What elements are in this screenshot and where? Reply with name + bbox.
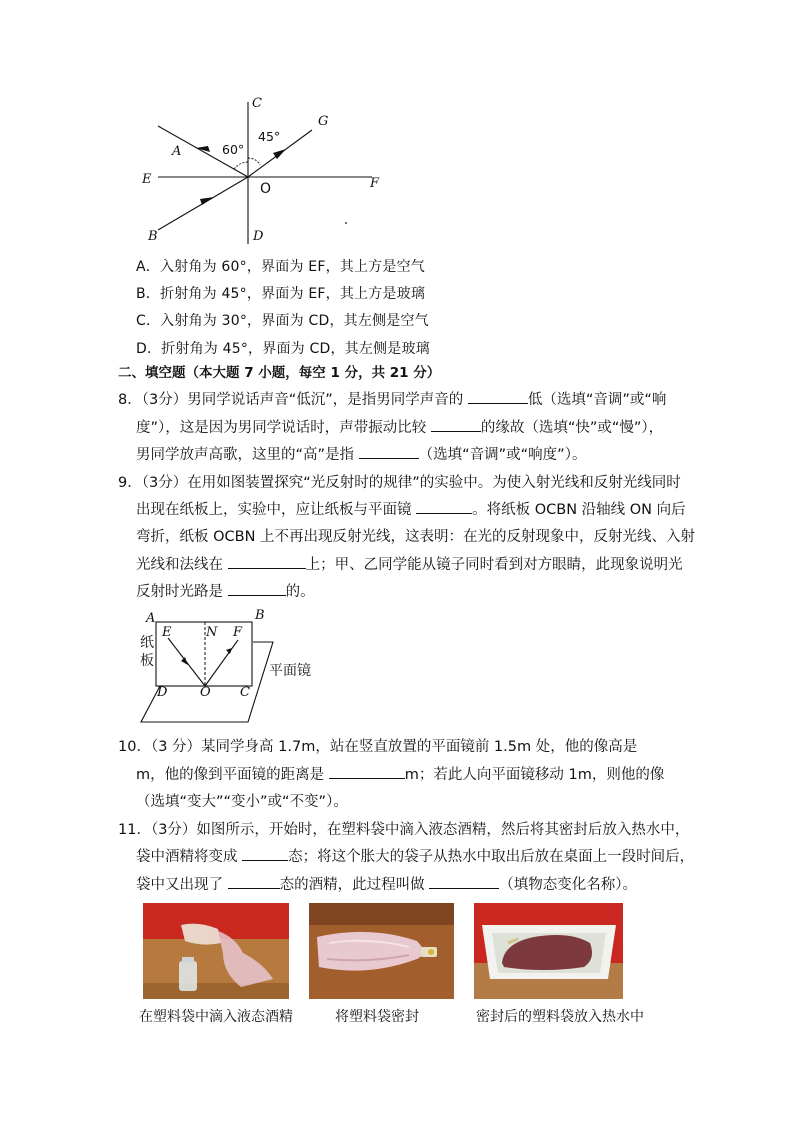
q11-text-3c: （填物态变化名称）。 [499, 877, 637, 893]
q9-text-4a: 光线和法线在 [136, 557, 223, 573]
q10-blank-1[interactable] [329, 764, 405, 779]
caption-2: 将塑料袋密封 [335, 1009, 419, 1025]
label-C: C [252, 96, 262, 111]
apparatus-label-C: C [240, 685, 250, 700]
q11-line-1: 11．（3分）如图所示，开始时，在塑料袋中滴入液态酒精，然后将其密封后放入热水中， [118, 822, 690, 838]
photo-sealing-bag [309, 903, 454, 999]
q11-blank-2[interactable] [228, 874, 280, 889]
angle-45-label: 45° [258, 129, 281, 144]
q9-blank-1[interactable] [416, 499, 472, 514]
q8-text-3b: （选填“音调”或“响度”）。 [418, 447, 587, 463]
q8-blank-2[interactable] [431, 417, 481, 432]
q9-blank-3[interactable] [228, 581, 286, 596]
q11-line-2 [136, 843, 696, 871]
apparatus-label-O: O [200, 685, 211, 700]
q9-text-2a: 出现在纸板上，实验中，应让纸板与平面镜 [136, 502, 412, 518]
q9-line-4 [136, 551, 696, 579]
angle-60-label: 60° [222, 142, 245, 157]
q8-text-1a: 8．（3分）男同学说话声音“低沉”，是指男同学声音的 [118, 392, 464, 408]
option-c: C．入射角为 30°，界面为 CD，其左侧是空气 [136, 313, 429, 329]
caption-3: 密封后的塑料袋放入热水中 [476, 1009, 644, 1025]
q11-text-3a: 袋中又出现了 [136, 877, 223, 893]
apparatus-label-A: A [146, 611, 156, 626]
q10-line-3: （选填“变大”“变小”或“不变”）。 [136, 794, 348, 810]
label-A: A [172, 144, 182, 159]
option-a: A．入射角为 60°，界面为 EF，其上方是空气 [136, 259, 425, 275]
q9-text-5b: 的。 [285, 584, 315, 600]
q11-text-2b: 态；将这个胀大的袋子从热水中取出后放在桌面上一段时间后， [288, 849, 695, 865]
q11-line-3 [136, 871, 696, 899]
q10-line-2 [136, 761, 696, 789]
q8-text-2a: 度”），这是因为男同学说话时，声带振动比较 [136, 420, 427, 436]
label-F: F [370, 176, 380, 191]
q9-text-2b: 。将纸板 OCBN 沿轴线 ON 向后 [472, 502, 686, 518]
q8-line-2 [136, 414, 696, 442]
label-E: E [142, 172, 152, 187]
label-B: B [148, 229, 158, 244]
q8-line-3 [136, 441, 696, 469]
q9-line-1: 9．（3分）在用如图装置探究“光反射时的规律”的实验中。为使入射光线和反射光线同时 [118, 475, 681, 491]
apparatus-label-N: N [206, 625, 218, 640]
apparatus-label-mirror: 平面镜 [269, 663, 311, 679]
q10-text-2b: m；若此人向平面镜移动 1m，则他的像 [404, 767, 665, 783]
apparatus-label-B: B [255, 608, 265, 623]
option-d: D．折射角为 45°，界面为 CD，其左侧是玻璃 [136, 341, 430, 357]
option-b: B．折射角为 45°，界面为 EF，其上方是玻璃 [136, 286, 426, 302]
refraction-diagram [140, 92, 390, 252]
q11-blank-1[interactable] [242, 846, 288, 861]
q8-blank-1[interactable] [468, 389, 528, 404]
q8-text-2b: 的缘故（选填“快”或“慢”）， [480, 420, 664, 436]
q9-blank-2[interactable] [228, 554, 306, 569]
q9-line-2 [136, 496, 696, 524]
q9-line-3: 弯折，纸板 OCBN 上不再出现反射光线，这表明：在光的反射现象中，反射光线、入射 [136, 529, 696, 545]
photo-bag-in-hot-water [474, 903, 623, 999]
q8-text-3a: 男同学放声高歌，这里的“高”是指 [136, 447, 355, 463]
section-2-title: 二、填空题（本大题 7 小题，每空 1 分，共 21 分） [118, 365, 441, 381]
apparatus-label-E: E [162, 625, 172, 640]
q11-blank-3[interactable] [429, 874, 499, 889]
label-G: G [318, 114, 329, 129]
q8-blank-3[interactable] [359, 444, 419, 459]
q9-line-5 [136, 578, 696, 606]
label-D: D [253, 229, 264, 244]
q9-text-4b: 上；甲、乙同学能从镜子同时看到对方眼睛，此现象说明光 [305, 557, 683, 573]
apparatus-label-F: F [233, 625, 243, 640]
caption-1: 在塑料袋中滴入液态酒精 [139, 1009, 293, 1025]
photo-dropping-alcohol [143, 903, 289, 999]
apparatus-label-paper-1: 纸 [140, 635, 154, 651]
q10-line-1: 10．（3 分）某同学身高 1.7m，站在竖直放置的平面镜前 1.5m 处，他的像高是 [118, 739, 638, 755]
q11-text-2a: 袋中酒精将变成 [136, 849, 238, 865]
stray-dot [345, 222, 347, 224]
label-O: O [260, 181, 272, 197]
apparatus-label-paper-2: 板 [140, 653, 154, 669]
q9-text-5a: 反射时光路是 [136, 584, 223, 600]
apparatus-label-D: D [157, 685, 168, 700]
q8-text-1b: 低（选填“音调”或“响 [527, 392, 667, 408]
q8-line-1 [118, 386, 678, 414]
q11-text-3b: 态的酒精，此过程叫做 [279, 877, 425, 893]
q10-text-2a: m，他的像到平面镜的距离是 [136, 767, 325, 783]
